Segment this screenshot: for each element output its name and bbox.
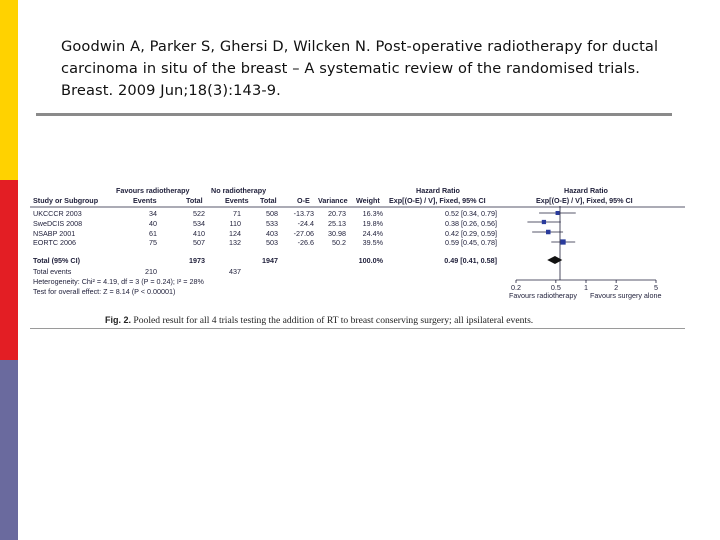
variance: 30.98 — [328, 229, 346, 238]
study-name: EORTC 2006 — [33, 238, 77, 247]
study-row — [33, 209, 497, 218]
header-hazard-ratio-table: Hazard Ratio — [416, 186, 460, 195]
rt-total: 522 — [193, 209, 205, 218]
ctrl-events: 132 — [229, 238, 241, 247]
o-e: -26.6 — [297, 238, 314, 247]
col-rt-total: Total — [186, 196, 203, 205]
col-weight: Weight — [356, 196, 380, 205]
variance: 50.2 — [332, 238, 346, 247]
total-row — [33, 256, 497, 265]
ctrl-total: 403 — [266, 229, 278, 238]
total-events-ctrl: 437 — [229, 267, 241, 276]
col-rt-events: Events — [133, 196, 157, 205]
col-hr-ci: Exp[(O-E) / V], Fixed, 95% CI — [389, 196, 486, 205]
weight: 16.3% — [362, 209, 383, 218]
rt-events: 61 — [149, 229, 157, 238]
ctrl-events: 124 — [229, 229, 241, 238]
x-label-left: Favours radiotherapy — [509, 291, 577, 300]
o-e: -24.4 — [297, 219, 314, 228]
col-o-e: O-E — [297, 196, 310, 205]
total-weight: 100.0% — [358, 256, 383, 265]
hr-ci: 0.59 [0.45, 0.78] — [445, 238, 497, 247]
study-row — [33, 238, 497, 247]
caption-label: Fig. 2. — [105, 315, 132, 325]
total-hr-ci: 0.49 [0.41, 0.58] — [444, 256, 497, 265]
ctrl-events: 110 — [229, 219, 241, 228]
weight: 39.5% — [362, 238, 383, 247]
hr-ci: 0.42 [0.29, 0.59] — [445, 229, 497, 238]
x-axis-tick-label: 0.2 — [511, 283, 521, 292]
col-hr-plot: Exp[(O-E) / V], Fixed, 95% CI — [536, 196, 633, 205]
variance: 25.13 — [328, 219, 346, 228]
total-events-label: Total events — [33, 267, 72, 276]
heterogeneity-text: Heterogeneity: Chi² = 4.19, df = 3 (P = 0.24); I² = 28% — [33, 277, 204, 286]
study-point-marker — [542, 220, 546, 224]
citation-line-2: carcinoma in situ of the breast – A systematic review of the randomised trials. — [61, 60, 640, 77]
study-point-marker — [560, 239, 565, 244]
ctrl-total: 508 — [266, 209, 278, 218]
figure-caption — [105, 315, 533, 326]
study-row — [33, 219, 497, 228]
ctrl-total: 533 — [266, 219, 278, 228]
total-rt-total: 1973 — [189, 256, 205, 265]
col-ctrl-events: Events — [225, 196, 249, 205]
total-label: Total (95% CI) — [33, 256, 80, 265]
total-events-row — [33, 267, 241, 276]
rt-events: 40 — [149, 219, 157, 228]
header-no-radiotherapy: No radiotherapy — [211, 186, 267, 195]
study-name: UKCCCR 2003 — [33, 209, 82, 218]
rt-total: 507 — [193, 238, 205, 247]
rt-total: 534 — [193, 219, 205, 228]
total-events-rt: 210 — [145, 267, 157, 276]
header-favours-radiotherapy: Favours radiotherapy — [116, 186, 190, 195]
header-hazard-ratio-plot: Hazard Ratio — [564, 186, 608, 195]
col-study: Study or Subgroup — [33, 196, 99, 205]
study-point-marker — [546, 230, 551, 235]
x-axis-tick-label: 2 — [614, 283, 619, 292]
rt-events: 75 — [149, 238, 157, 247]
total-ctrl-total: 1947 — [262, 256, 278, 265]
weight: 24.4% — [362, 229, 383, 238]
caption-rule — [30, 328, 685, 329]
citation-line-3: Breast. 2009 Jun;18(3):143-9. — [61, 82, 281, 99]
plot-marks — [527, 211, 575, 264]
o-e: -27.06 — [293, 229, 314, 238]
caption-text: Pooled result for all 4 trials testing the addition of RT to breast conserving surgery; all ipsilateral events. — [133, 315, 534, 326]
study-row — [33, 229, 497, 238]
o-e: -13.73 — [293, 209, 314, 218]
ctrl-events: 71 — [233, 209, 241, 218]
study-name: NSABP 2001 — [33, 229, 76, 238]
overall-effect-text: Test for overall effect: Z = 8.14 (P < 0.00001) — [33, 287, 176, 296]
citation-line-1: Goodwin A, Parker S, Ghersi D, Wilcken N. Post-operative radiotherapy for ductal — [61, 38, 659, 55]
hr-ci: 0.52 [0.34, 0.79] — [445, 209, 497, 218]
variance: 20.73 — [328, 209, 346, 218]
study-name: SweDCIS 2008 — [33, 219, 83, 228]
weight: 19.8% — [362, 219, 383, 228]
col-ctrl-total: Total — [260, 196, 277, 205]
rt-events: 34 — [149, 209, 157, 218]
ctrl-total: 503 — [266, 238, 278, 247]
rt-total: 410 — [193, 229, 205, 238]
x-axis-tick-label: 1 — [584, 283, 588, 292]
x-label-right: Favours surgery alone — [590, 291, 662, 300]
hr-ci: 0.38 [0.26, 0.56] — [445, 219, 497, 228]
study-point-marker — [556, 211, 560, 215]
x-axis-tick-label: 5 — [654, 283, 658, 292]
col-variance: Variance — [318, 196, 348, 205]
x-axis-tick-label: 0.5 — [550, 283, 561, 292]
